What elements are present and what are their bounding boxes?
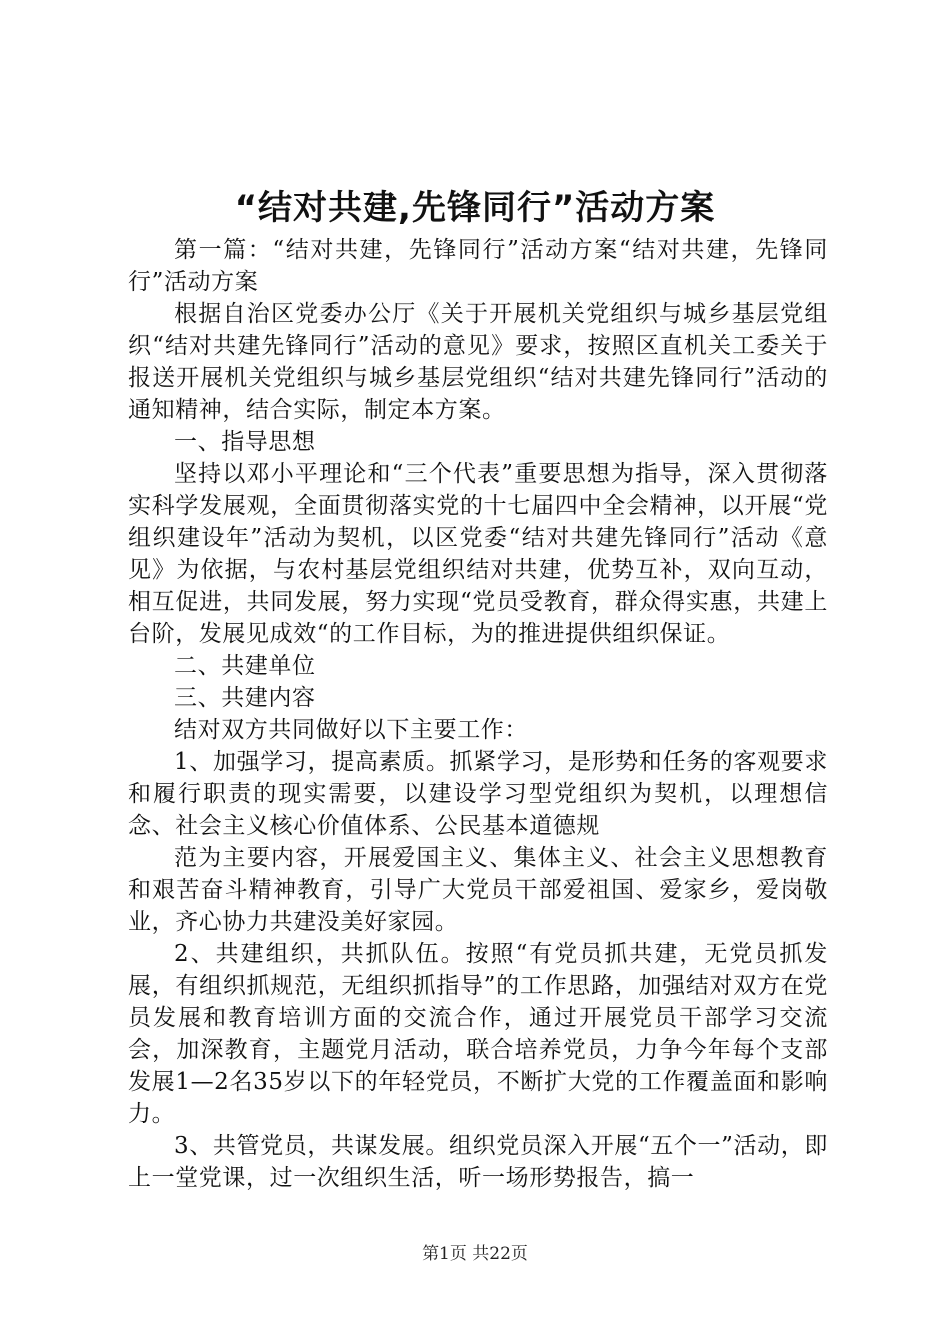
page-footer: 第1页 共22页 (422, 1244, 528, 1264)
document-title: “结对共建,先锋同行”活动方案 (234, 188, 716, 228)
paragraph-item-3: 3、共管党员，共谋发展。组织党员深入开展“五个一”活动，即上一堂党课，过一次组织生活，听一场形势报告，搞一 (128, 1133, 828, 1191)
paragraph-work-intro: 结对双方共同做好以下主要工作： (174, 717, 528, 743)
paragraph-item-2: 2、共建组织，共抓队伍。按照“有党员抓共建，无党员抓发展，有组织抓规范，无组织抓指导”的工作思路，加强结对双方在党员发展和教育培训方面的交流合作，通过开展党员干部学习交流会，加深教育，主题党月活动，联合培养党员，力争今年每个支部发展1—2名35岁以下的年轻党员，不断扩大党的工作覆盖面和影响力。 (128, 941, 828, 1127)
paragraph-item-1-continued: 范为主要内容，开展爱国主义、集体主义、社会主义思想教育和艰苦奋斗精神教育，引导广大党员干部爱祖国、爱家乡，爱岗敬业，齐心协力共建没美好家园。 (128, 845, 828, 935)
section-heading-content: 三、共建内容 (174, 685, 316, 711)
section-heading-units: 二、共建单位 (174, 653, 316, 679)
document-body (128, 234, 828, 1194)
paragraph-intro: 第一篇：“结对共建，先锋同行”活动方案“结对共建，先锋同行”活动方案 (128, 237, 828, 295)
section-heading-guiding-ideology: 一、指导思想 (174, 429, 316, 455)
paragraph-basis: 根据自治区党委办公厅《关于开展机关党组织与城乡基层党组织“结对共建先锋同行”活动的意见》要求，按照区直机关工委关于报送开展机关党组织与城乡基层党组织“结对共建先锋同行”活动的通知精神，结合实际，制定本方案。 (128, 301, 828, 423)
paragraph-item-1: 1、加强学习，提高素质。抓紧学习，是形势和任务的客观要求和履行职责的现实需要，以建设学习型党组织为契机，以理想信念、社会主义核心价值体系、公民基本道德规 (128, 749, 828, 839)
paragraph-guiding-ideology: 坚持以邓小平理论和“三个代表”重要思想为指导，深入贯彻落实科学发展观，全面贯彻落实党的十七届四中全会精神，以开展“党组织建设年”活动为契机，以区党委“结对共建先锋同行”活动《意见》为依据，与农村基层党组织结对共建，优势互补，双向互动，相互促进，共同发展，努力实现“党员受教育，群众得实惠，共建上台阶，发展见成效“的工作目标，为的推进提供组织保证。 (128, 461, 828, 647)
